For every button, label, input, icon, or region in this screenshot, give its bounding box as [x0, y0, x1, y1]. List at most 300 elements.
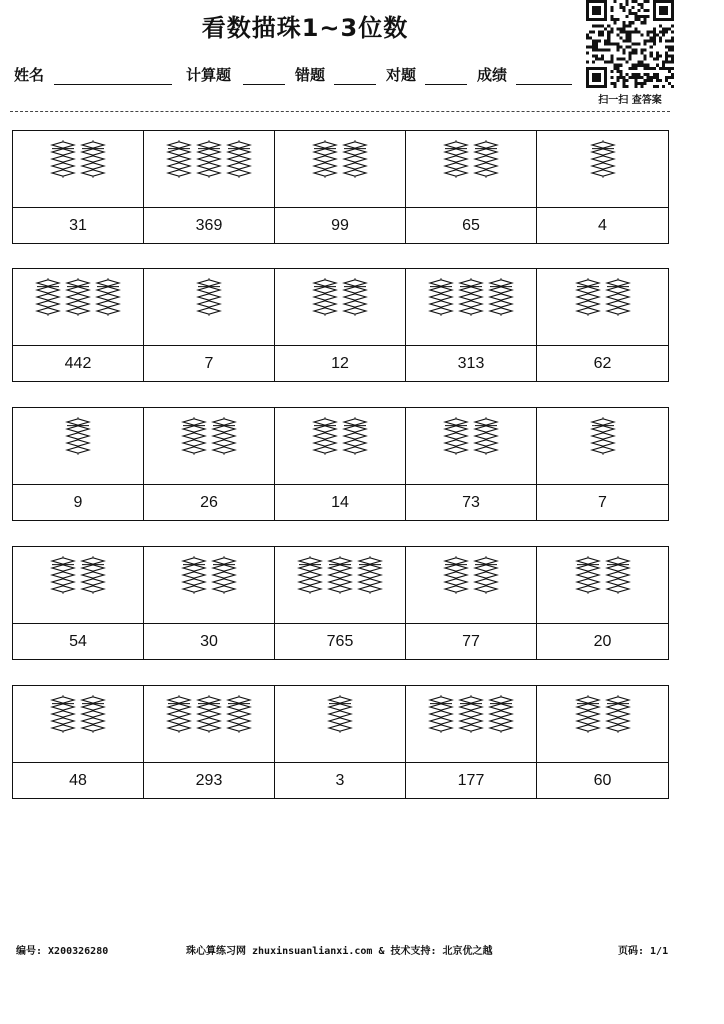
earth-bead	[329, 565, 351, 571]
abacus-cell[interactable]	[144, 686, 275, 763]
abacus-drawing	[181, 555, 237, 595]
earth-bead	[475, 447, 497, 453]
exercise-row	[12, 685, 669, 799]
cut-line-divider	[10, 111, 670, 112]
earth-bead	[344, 287, 366, 293]
earth-bead	[198, 308, 220, 314]
earth-bead	[445, 586, 467, 592]
earth-bead	[577, 287, 599, 293]
earth-bead	[607, 704, 629, 710]
earth-bead	[183, 426, 205, 432]
earth-bead	[490, 718, 512, 724]
earth-bead	[67, 308, 89, 314]
abacus-drawing	[443, 416, 499, 456]
abacus-drawing	[50, 139, 106, 179]
earth-bead	[475, 579, 497, 585]
heaven-bead	[607, 697, 629, 703]
earth-bead	[198, 718, 220, 724]
calc-count-label: 计算题	[186, 66, 232, 84]
earth-bead	[67, 426, 89, 432]
earth-bead	[82, 711, 104, 717]
calc-count-field[interactable]	[243, 84, 285, 85]
earth-bead	[344, 170, 366, 176]
heaven-bead	[344, 419, 366, 425]
number-label: 3	[275, 763, 406, 798]
earth-bead	[475, 586, 497, 592]
abacus-cell[interactable]	[13, 131, 144, 208]
earth-bead	[344, 308, 366, 314]
abacus-drawing	[575, 694, 631, 734]
qr-code[interactable]	[586, 0, 674, 88]
earth-bead	[183, 586, 205, 592]
heaven-bead	[592, 142, 614, 148]
earth-bead	[228, 156, 250, 162]
earth-bead	[37, 294, 59, 300]
heaven-bead	[168, 142, 190, 148]
earth-bead	[475, 156, 497, 162]
heaven-bead	[67, 419, 89, 425]
earth-bead	[67, 447, 89, 453]
earth-bead	[460, 711, 482, 717]
earth-bead	[344, 163, 366, 169]
earth-bead	[344, 433, 366, 439]
number-label: 73	[406, 485, 537, 520]
heaven-bead	[430, 697, 452, 703]
earth-bead	[52, 156, 74, 162]
earth-bead	[607, 301, 629, 307]
abacus-cell[interactable]	[275, 686, 406, 763]
heaven-bead	[82, 558, 104, 564]
qr-code-image	[586, 0, 674, 88]
heaven-bead	[168, 697, 190, 703]
abacus-drawing	[166, 694, 252, 734]
number-label: 99	[275, 208, 406, 243]
number-label: 54	[13, 624, 144, 659]
number-label: 30	[144, 624, 275, 659]
earth-bead	[198, 294, 220, 300]
earth-bead	[52, 149, 74, 155]
earth-bead	[183, 440, 205, 446]
abacus-cell[interactable]	[13, 547, 144, 624]
earth-bead	[198, 156, 220, 162]
earth-bead	[445, 433, 467, 439]
earth-bead	[213, 565, 235, 571]
earth-bead	[314, 163, 336, 169]
abacus-drawing	[50, 555, 106, 595]
heaven-bead	[329, 558, 351, 564]
abacus-drawing	[35, 277, 121, 317]
heaven-bead	[475, 419, 497, 425]
earth-bead	[228, 163, 250, 169]
heaven-bead	[344, 280, 366, 286]
earth-bead	[607, 565, 629, 571]
earth-bead	[168, 163, 190, 169]
earth-bead	[97, 301, 119, 307]
earth-bead	[607, 572, 629, 578]
abacus-drawing	[196, 277, 222, 317]
earth-bead	[299, 586, 321, 592]
wrong-count-label: 错题	[295, 66, 326, 84]
wrong-count-field[interactable]	[334, 84, 376, 85]
abacus-cell[interactable]	[406, 547, 537, 624]
abacus-cell[interactable]	[13, 408, 144, 485]
earth-bead	[577, 718, 599, 724]
earth-bead	[592, 433, 614, 439]
abacus-cell[interactable]	[144, 269, 275, 346]
earth-bead	[82, 149, 104, 155]
earth-bead	[52, 718, 74, 724]
earth-bead	[344, 301, 366, 307]
heaven-bead	[445, 142, 467, 148]
earth-bead	[344, 440, 366, 446]
earth-bead	[213, 586, 235, 592]
heaven-bead	[445, 419, 467, 425]
earth-bead	[490, 301, 512, 307]
earth-bead	[344, 156, 366, 162]
number-label: 65	[406, 208, 537, 243]
earth-bead	[213, 572, 235, 578]
abacus-cell[interactable]	[144, 547, 275, 624]
earth-bead	[445, 170, 467, 176]
earth-bead	[475, 170, 497, 176]
earth-bead	[607, 308, 629, 314]
earth-bead	[82, 704, 104, 710]
earth-bead	[344, 149, 366, 155]
abacus-drawing	[312, 416, 368, 456]
earth-bead	[198, 170, 220, 176]
earth-bead	[37, 308, 59, 314]
abacus-cell[interactable]	[13, 269, 144, 346]
number-label: 9	[13, 485, 144, 520]
earth-bead	[592, 447, 614, 453]
earth-bead	[183, 579, 205, 585]
abacus-cell[interactable]	[144, 408, 275, 485]
earth-bead	[344, 447, 366, 453]
earth-bead	[460, 725, 482, 731]
abacus-drawing	[575, 277, 631, 317]
heaven-bead	[213, 558, 235, 564]
earth-bead	[445, 447, 467, 453]
number-label: 4	[598, 216, 607, 234]
abacus-drawing	[297, 555, 383, 595]
site-credit: 珠心算练习网 zhuxinsuanlianxi.com & 技术支持: 北京优之越	[186, 946, 493, 957]
earth-bead	[329, 718, 351, 724]
number-label: 12	[275, 346, 406, 381]
heaven-bead	[577, 280, 599, 286]
abacus-drawing	[590, 139, 616, 179]
worksheet-title: 看数描珠1~3位数	[201, 14, 409, 42]
abacus-cell[interactable]	[275, 547, 406, 624]
earth-bead	[314, 426, 336, 432]
earth-bead	[490, 711, 512, 717]
heaven-bead	[198, 697, 220, 703]
name-field[interactable]	[54, 84, 172, 85]
heaven-bead	[82, 697, 104, 703]
earth-bead	[37, 287, 59, 293]
earth-bead	[460, 301, 482, 307]
heaven-bead	[577, 558, 599, 564]
earth-bead	[183, 572, 205, 578]
abacus-cell[interactable]	[406, 686, 537, 763]
number-label: 31	[13, 208, 144, 243]
abacus-cell[interactable]	[537, 547, 668, 624]
earth-bead	[228, 170, 250, 176]
earth-bead	[607, 294, 629, 300]
earth-bead	[607, 725, 629, 731]
earth-bead	[607, 718, 629, 724]
earth-bead	[82, 579, 104, 585]
heaven-bead	[37, 280, 59, 286]
earth-bead	[213, 447, 235, 453]
earth-bead	[592, 156, 614, 162]
earth-bead	[577, 565, 599, 571]
earth-bead	[344, 426, 366, 432]
score-field[interactable]	[516, 84, 572, 85]
abacus-cell[interactable]	[13, 686, 144, 763]
earth-bead	[97, 294, 119, 300]
earth-bead	[314, 447, 336, 453]
earth-bead	[82, 565, 104, 571]
earth-bead	[52, 586, 74, 592]
earth-bead	[460, 294, 482, 300]
earth-bead	[67, 294, 89, 300]
abacus-cell[interactable]	[406, 408, 537, 485]
earth-bead	[592, 163, 614, 169]
earth-bead	[577, 704, 599, 710]
heaven-bead	[67, 280, 89, 286]
earth-bead	[577, 725, 599, 731]
earth-bead	[52, 725, 74, 731]
earth-bead	[97, 287, 119, 293]
number-label: 293	[144, 763, 275, 798]
heaven-bead	[430, 280, 452, 286]
earth-bead	[430, 294, 452, 300]
earth-bead	[475, 433, 497, 439]
earth-bead	[67, 301, 89, 307]
earth-bead	[228, 149, 250, 155]
earth-bead	[314, 301, 336, 307]
earth-bead	[329, 586, 351, 592]
earth-bead	[52, 170, 74, 176]
heaven-bead	[314, 280, 336, 286]
heaven-bead	[607, 280, 629, 286]
abacus-drawing	[327, 694, 353, 734]
earth-bead	[577, 308, 599, 314]
heaven-bead	[52, 558, 74, 564]
heaven-bead	[460, 697, 482, 703]
earth-bead	[299, 579, 321, 585]
earth-bead	[183, 433, 205, 439]
earth-bead	[592, 440, 614, 446]
earth-bead	[475, 163, 497, 169]
number-label: 77	[406, 624, 537, 659]
earth-bead	[183, 447, 205, 453]
earth-bead	[359, 572, 381, 578]
earth-bead	[490, 294, 512, 300]
qr-caption: 扫一扫 查答案	[598, 95, 662, 106]
number-label: 765	[275, 624, 406, 659]
earth-bead	[445, 163, 467, 169]
earth-bead	[168, 711, 190, 717]
earth-bead	[213, 433, 235, 439]
earth-bead	[198, 301, 220, 307]
earth-bead	[445, 579, 467, 585]
abacus-cell[interactable]	[537, 408, 668, 485]
earth-bead	[475, 565, 497, 571]
earth-bead	[460, 704, 482, 710]
earth-bead	[168, 704, 190, 710]
earth-bead	[430, 301, 452, 307]
name-label: 姓名	[14, 66, 45, 84]
heaven-bead	[607, 558, 629, 564]
earth-bead	[460, 308, 482, 314]
earth-bead	[52, 711, 74, 717]
earth-bead	[198, 149, 220, 155]
earth-bead	[460, 287, 482, 293]
earth-bead	[344, 294, 366, 300]
earth-bead	[67, 433, 89, 439]
earth-bead	[314, 433, 336, 439]
abacus-drawing	[443, 555, 499, 595]
heaven-bead	[475, 142, 497, 148]
earth-bead	[314, 170, 336, 176]
earth-bead	[359, 565, 381, 571]
heaven-bead	[228, 142, 250, 148]
earth-bead	[52, 565, 74, 571]
abacus-cell[interactable]	[275, 408, 406, 485]
earth-bead	[52, 163, 74, 169]
earth-bead	[329, 704, 351, 710]
earth-bead	[329, 711, 351, 717]
earth-bead	[168, 725, 190, 731]
earth-bead	[67, 287, 89, 293]
earth-bead	[198, 711, 220, 717]
earth-bead	[52, 704, 74, 710]
earth-bead	[228, 718, 250, 724]
number-label: 313	[406, 346, 537, 381]
heaven-bead	[97, 280, 119, 286]
earth-bead	[577, 301, 599, 307]
earth-bead	[213, 426, 235, 432]
number-label: 62	[593, 354, 612, 372]
abacus-drawing	[428, 277, 514, 317]
abacus-cell[interactable]	[537, 269, 668, 346]
earth-bead	[168, 170, 190, 176]
earth-bead	[314, 294, 336, 300]
exercise-row	[12, 130, 669, 244]
heaven-bead	[82, 142, 104, 148]
earth-bead	[82, 572, 104, 578]
abacus-cell[interactable]	[406, 269, 537, 346]
earth-bead	[314, 149, 336, 155]
earth-bead	[82, 718, 104, 724]
earth-bead	[607, 711, 629, 717]
number-label: 20	[593, 632, 612, 650]
earth-bead	[329, 579, 351, 585]
earth-bead	[228, 704, 250, 710]
abacus-drawing	[428, 694, 514, 734]
heaven-bead	[183, 558, 205, 564]
abacus-drawing	[443, 139, 499, 179]
heaven-bead	[213, 419, 235, 425]
worksheet-code: 编号: X200326280	[16, 946, 109, 957]
heaven-bead	[228, 697, 250, 703]
earth-bead	[430, 718, 452, 724]
earth-bead	[592, 149, 614, 155]
earth-bead	[37, 301, 59, 307]
earth-bead	[592, 170, 614, 176]
abacus-drawing	[312, 277, 368, 317]
abacus-cell[interactable]	[406, 131, 537, 208]
heaven-bead	[183, 419, 205, 425]
earth-bead	[198, 287, 220, 293]
earth-bead	[430, 711, 452, 717]
earth-bead	[97, 308, 119, 314]
heaven-bead	[577, 697, 599, 703]
earth-bead	[329, 572, 351, 578]
earth-bead	[82, 156, 104, 162]
earth-bead	[314, 287, 336, 293]
heaven-bead	[314, 142, 336, 148]
earth-bead	[213, 579, 235, 585]
heaven-bead	[445, 558, 467, 564]
abacus-cell[interactable]	[144, 131, 275, 208]
heaven-bead	[314, 419, 336, 425]
abacus-cell[interactable]	[537, 686, 668, 763]
number-label: 7	[144, 346, 275, 381]
abacus-drawing	[590, 416, 616, 456]
heaven-bead	[592, 419, 614, 425]
earth-bead	[475, 440, 497, 446]
abacus-drawing	[65, 416, 91, 456]
abacus-cell[interactable]	[275, 269, 406, 346]
earth-bead	[168, 156, 190, 162]
heaven-bead	[329, 697, 351, 703]
earth-bead	[359, 579, 381, 585]
earth-bead	[445, 156, 467, 162]
score-label: 成绩	[477, 66, 508, 84]
number-label: 442	[13, 346, 144, 381]
abacus-cell[interactable]	[537, 131, 668, 208]
earth-bead	[183, 565, 205, 571]
earth-bead	[82, 725, 104, 731]
earth-bead	[475, 572, 497, 578]
earth-bead	[490, 308, 512, 314]
exercise-row	[12, 407, 669, 521]
earth-bead	[213, 440, 235, 446]
right-count-field[interactable]	[425, 84, 467, 85]
earth-bead	[198, 725, 220, 731]
earth-bead	[82, 170, 104, 176]
page-number: 页码: 1/1	[618, 946, 669, 957]
earth-bead	[460, 718, 482, 724]
earth-bead	[168, 149, 190, 155]
number-label: 26	[144, 485, 275, 520]
heaven-bead	[475, 558, 497, 564]
earth-bead	[607, 579, 629, 585]
earth-bead	[228, 711, 250, 717]
earth-bead	[577, 579, 599, 585]
abacus-cell[interactable]	[275, 131, 406, 208]
student-info-row	[14, 64, 584, 90]
earth-bead	[359, 586, 381, 592]
earth-bead	[592, 426, 614, 432]
earth-bead	[475, 426, 497, 432]
number-label: 7	[598, 493, 607, 511]
earth-bead	[577, 586, 599, 592]
earth-bead	[577, 294, 599, 300]
heaven-bead	[52, 697, 74, 703]
